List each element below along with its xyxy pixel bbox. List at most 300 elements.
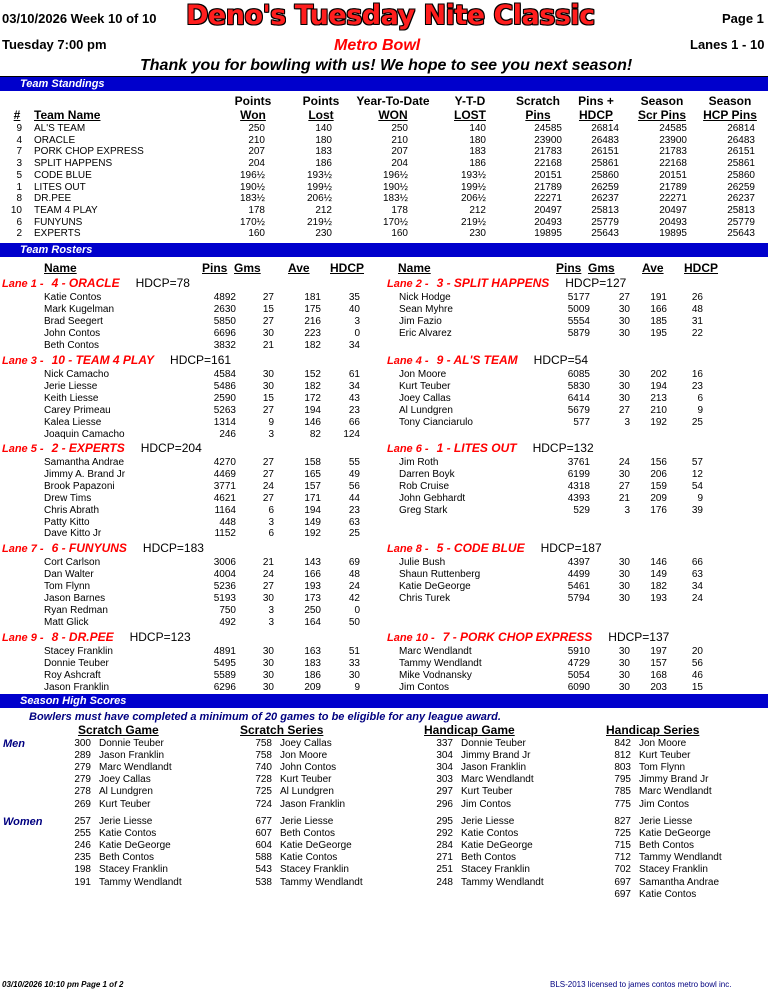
bowler-name: Mike Vodnansky bbox=[399, 669, 472, 681]
score-value: 785 bbox=[614, 786, 631, 798]
bowler-row bbox=[0, 429, 380, 441]
standings-value: 183½ bbox=[239, 193, 265, 205]
bowler-handicap: 66 bbox=[691, 557, 703, 568]
standings-value: 204 bbox=[391, 158, 408, 170]
team-number: 1 bbox=[16, 181, 22, 193]
bowler-average: 182 bbox=[650, 580, 667, 592]
high-score-header: Scratch Game bbox=[78, 723, 159, 737]
bowler-name: Jerie Liesse bbox=[44, 380, 98, 392]
score-value: 303 bbox=[436, 774, 453, 786]
bowler-pins: 5589 bbox=[213, 669, 236, 681]
standings-header: HCP Pins bbox=[703, 108, 757, 122]
bowler-name: Stacey Franklin bbox=[461, 864, 530, 876]
bowler-name: Stacey Franklin bbox=[44, 646, 113, 657]
standings-value: 219½ bbox=[460, 216, 486, 228]
score-value: 758 bbox=[255, 738, 272, 749]
bowler-name: Donnie Teuber bbox=[44, 657, 109, 669]
bowler-handicap: 40 bbox=[348, 303, 360, 315]
standings-value: 24585 bbox=[534, 123, 562, 134]
bowler-pins: 6199 bbox=[567, 468, 590, 480]
bowler-pins: 4318 bbox=[567, 480, 590, 492]
standings-value: 183 bbox=[469, 146, 486, 158]
bowler-row bbox=[385, 381, 765, 393]
bowler-average: 250 bbox=[304, 604, 321, 616]
bowler-handicap: 39 bbox=[691, 504, 703, 516]
bowler-average: 176 bbox=[650, 504, 667, 516]
bowler-games: 6 bbox=[268, 528, 274, 540]
standings-value: 199½ bbox=[306, 181, 332, 193]
high-score-header: Handicap Series bbox=[606, 723, 700, 737]
high-score-entry bbox=[0, 799, 768, 811]
bowler-average: 209 bbox=[650, 492, 667, 504]
team-name: PORK CHOP EXPRESS bbox=[34, 146, 144, 158]
standings-value: 190½ bbox=[239, 181, 265, 193]
bowler-games: 30 bbox=[262, 327, 274, 339]
team-number: 7 bbox=[16, 146, 22, 158]
bowler-handicap: 42 bbox=[348, 592, 360, 604]
bowler-games: 30 bbox=[618, 303, 630, 315]
eligibility-note: Bowlers must have completed a minimum of 20 games to be eligible for any league award. bbox=[29, 711, 501, 723]
bowler-name: Katie DeGeorge bbox=[99, 840, 171, 852]
standings-value: 20151 bbox=[659, 169, 687, 181]
bowler-games: 30 bbox=[618, 568, 630, 580]
bowler-name: Jim Roth bbox=[399, 457, 439, 468]
bowler-name: Beth Contos bbox=[639, 840, 695, 852]
bowler-name: Tammy Wendlandt bbox=[399, 657, 482, 669]
bowler-handicap: 26 bbox=[691, 292, 703, 303]
standings-header: LOST bbox=[454, 108, 486, 122]
bowler-pins: 5193 bbox=[213, 592, 236, 604]
bowler-handicap: 25 bbox=[348, 528, 360, 540]
bowler-games: 27 bbox=[618, 480, 630, 492]
standings-value: 24585 bbox=[659, 123, 687, 134]
standings-value: 26237 bbox=[727, 193, 755, 205]
bowler-pins: 5879 bbox=[567, 327, 590, 339]
team-name: SPLIT HAPPENS bbox=[34, 158, 113, 170]
bowler-handicap: 55 bbox=[348, 457, 360, 468]
bowler-row bbox=[385, 457, 765, 469]
bowler-name: Jon Moore bbox=[399, 369, 447, 380]
bowler-row bbox=[0, 605, 380, 617]
bowler-games: 27 bbox=[262, 580, 274, 592]
standings-value: 26814 bbox=[727, 123, 755, 134]
bowler-games: 30 bbox=[262, 380, 274, 392]
standings-row bbox=[0, 217, 768, 229]
bowler-pins: 4892 bbox=[213, 292, 236, 303]
high-score-entry bbox=[0, 738, 768, 750]
standings-value: 22271 bbox=[659, 193, 687, 205]
bowler-name: Samantha Andrae bbox=[44, 457, 125, 468]
bowler-name: Katie Contos bbox=[639, 888, 697, 900]
bowler-pins: 3832 bbox=[213, 339, 236, 351]
score-value: 758 bbox=[255, 750, 272, 762]
bowler-games: 30 bbox=[618, 380, 630, 392]
bowler-name: Jimmy A. Brand Jr bbox=[44, 468, 126, 480]
team-number: 2 bbox=[16, 228, 22, 240]
standings-value: 193½ bbox=[460, 169, 486, 181]
bowler-row bbox=[0, 457, 380, 469]
score-value: 812 bbox=[614, 750, 631, 762]
standings-header: # bbox=[13, 108, 21, 122]
bowler-handicap: 34 bbox=[691, 580, 703, 592]
bowler-row bbox=[0, 617, 380, 629]
bowler-name: Joey Callas bbox=[99, 774, 151, 786]
bowler-average: 152 bbox=[304, 369, 321, 380]
standings-value: 206½ bbox=[460, 193, 486, 205]
bowler-name: Stacey Franklin bbox=[280, 864, 349, 876]
bowler-games: 24 bbox=[262, 480, 274, 492]
bowler-row bbox=[0, 493, 380, 505]
team-number: 5 bbox=[16, 169, 22, 181]
bowler-name: Beth Contos bbox=[44, 339, 100, 351]
bowler-average: 194 bbox=[304, 504, 321, 516]
standings-value: 186 bbox=[469, 158, 486, 170]
bowler-name: Al Lundgren bbox=[280, 786, 334, 798]
bowler-games: 27 bbox=[262, 457, 274, 468]
team-hdcp: HDCP=161 bbox=[170, 353, 232, 367]
bowler-name: Dan Walter bbox=[44, 568, 94, 580]
bowler-pins: 5850 bbox=[213, 315, 236, 327]
bowler-row bbox=[385, 304, 765, 316]
standings-value: 26483 bbox=[591, 134, 619, 146]
bowler-games: 30 bbox=[618, 580, 630, 592]
bowler-name: Katie Contos bbox=[99, 828, 157, 840]
lane-label: Lane 9 - bbox=[2, 632, 44, 644]
team-hdcp: HDCP=132 bbox=[532, 441, 594, 455]
bowler-name: Jerie Liesse bbox=[99, 816, 153, 827]
standings-value: 26259 bbox=[591, 181, 619, 193]
standings-row bbox=[0, 123, 768, 135]
bowler-pins: 3006 bbox=[213, 557, 236, 568]
team-number: 9 bbox=[16, 123, 22, 134]
standings-value: 178 bbox=[391, 204, 408, 216]
standings-value: 20151 bbox=[534, 169, 562, 181]
lane-label: Lane 1 - bbox=[2, 278, 44, 290]
report-date-week: 03/10/2026 Week 10 of 10 bbox=[2, 11, 157, 26]
bowler-games: 30 bbox=[262, 669, 274, 681]
standings-row bbox=[0, 146, 768, 158]
bowler-pins: 4469 bbox=[213, 468, 236, 480]
bowler-handicap: 49 bbox=[348, 468, 360, 480]
bowler-pins: 5009 bbox=[567, 303, 590, 315]
standings-value: 25779 bbox=[727, 216, 755, 228]
bowler-games: 30 bbox=[262, 592, 274, 604]
score-value: 284 bbox=[436, 840, 453, 852]
lane-label: Lane 5 - bbox=[2, 443, 44, 455]
standings-value: 212 bbox=[315, 204, 332, 216]
bowler-name: Tony Cianciarulo bbox=[399, 416, 473, 428]
score-value: 289 bbox=[74, 750, 91, 762]
standings-value: 190½ bbox=[382, 181, 408, 193]
bowler-name: Kalea Liesse bbox=[44, 416, 102, 428]
bowler-games: 21 bbox=[262, 557, 274, 568]
standings-header: Pins bbox=[525, 108, 551, 122]
bowler-pins: 4499 bbox=[567, 568, 590, 580]
score-value: 715 bbox=[614, 840, 631, 852]
bowler-name: John Contos bbox=[280, 762, 337, 774]
bowler-handicap: 56 bbox=[691, 657, 703, 669]
bowler-row bbox=[0, 393, 380, 405]
standings-value: 21783 bbox=[659, 146, 687, 158]
bowler-average: 203 bbox=[650, 681, 667, 693]
bowler-average: 197 bbox=[650, 646, 667, 657]
score-value: 304 bbox=[436, 762, 453, 774]
standings-value: 140 bbox=[469, 123, 486, 134]
standings-value: 180 bbox=[315, 134, 332, 146]
bowler-average: 210 bbox=[650, 404, 667, 416]
team-title: 2 - EXPERTS bbox=[51, 441, 125, 455]
bowler-name: Jerie Liesse bbox=[461, 816, 515, 827]
bowler-row bbox=[0, 369, 380, 381]
high-score-entry bbox=[0, 864, 768, 876]
standings-value: 210 bbox=[391, 134, 408, 146]
bowler-average: 168 bbox=[650, 669, 667, 681]
bowler-handicap: 69 bbox=[348, 557, 360, 568]
standings-header: Won bbox=[240, 108, 266, 122]
standings-header-top: Points bbox=[302, 94, 340, 108]
bowler-average: 149 bbox=[304, 516, 321, 528]
bowler-handicap: 30 bbox=[348, 669, 360, 681]
bowler-average: 183 bbox=[304, 657, 321, 669]
standings-row bbox=[0, 158, 768, 170]
bowler-games: 30 bbox=[262, 681, 274, 693]
score-value: 292 bbox=[436, 828, 453, 840]
bowler-name: Kurt Teuber bbox=[461, 786, 513, 798]
standings-header-top: Scratch bbox=[515, 94, 561, 108]
standings-value: 22168 bbox=[534, 158, 562, 170]
bowler-pins: 492 bbox=[219, 616, 236, 628]
bowler-row bbox=[0, 658, 380, 670]
bowler-handicap: 61 bbox=[348, 369, 360, 380]
bowler-name: Nick Hodge bbox=[399, 292, 451, 303]
team-title: 7 - PORK CHOP EXPRESS bbox=[442, 630, 593, 644]
score-value: 677 bbox=[255, 816, 272, 827]
bowler-name: Sean Myhre bbox=[399, 303, 453, 315]
bowler-average: 165 bbox=[304, 468, 321, 480]
bowler-average: 194 bbox=[650, 380, 667, 392]
score-value: 728 bbox=[255, 774, 272, 786]
high-score-entry bbox=[0, 889, 768, 901]
bowler-games: 30 bbox=[618, 646, 630, 657]
team-number: 3 bbox=[16, 158, 22, 170]
bowler-name: Al Lundgren bbox=[99, 786, 153, 798]
bowler-games: 30 bbox=[618, 468, 630, 480]
bowler-name: Donnie Teuber bbox=[461, 738, 526, 749]
bowler-row bbox=[385, 292, 765, 304]
score-value: 278 bbox=[74, 786, 91, 798]
bowler-games: 27 bbox=[262, 468, 274, 480]
bowling-center: Metro Bowl bbox=[334, 37, 421, 54]
standings-value: 26259 bbox=[727, 181, 755, 193]
bowler-pins: 5679 bbox=[567, 404, 590, 416]
score-value: 842 bbox=[614, 738, 631, 749]
bowler-row bbox=[385, 369, 765, 381]
season-message: Thank you for bowling with us! We hope to see you next season! bbox=[140, 57, 633, 74]
score-value: 269 bbox=[74, 798, 91, 810]
high-score-entry bbox=[0, 750, 768, 762]
standings-value: 25779 bbox=[591, 216, 619, 228]
team-name: AL'S TEAM bbox=[34, 123, 86, 134]
standings-value: 19895 bbox=[534, 228, 562, 240]
bowler-row bbox=[0, 481, 380, 493]
bowler-name: Tammy Wendlandt bbox=[639, 852, 722, 864]
team-title: 1 - LITES OUT bbox=[436, 441, 517, 455]
standings-value: 219½ bbox=[306, 216, 332, 228]
bowler-pins: 5177 bbox=[567, 292, 590, 303]
bowler-pins: 6085 bbox=[567, 369, 590, 380]
score-value: 543 bbox=[255, 864, 272, 876]
bowler-pins: 5495 bbox=[213, 657, 236, 669]
standings-value: 20493 bbox=[534, 216, 562, 228]
bowler-row bbox=[385, 493, 765, 505]
standings-header: WON bbox=[378, 108, 408, 122]
team-heading bbox=[387, 441, 594, 456]
bowler-name: Jim Fazio bbox=[399, 315, 442, 327]
bowler-name: Stacey Franklin bbox=[99, 864, 168, 876]
bowler-name: Al Lundgren bbox=[399, 404, 453, 416]
bowler-row bbox=[0, 557, 380, 569]
bowler-row bbox=[0, 646, 380, 658]
team-heading bbox=[2, 541, 204, 556]
team-title: 3 - SPLIT HAPPENS bbox=[436, 276, 550, 290]
bowler-name: Tammy Wendlandt bbox=[461, 876, 544, 888]
score-value: 297 bbox=[436, 786, 453, 798]
score-value: 827 bbox=[614, 816, 631, 827]
bowler-name: Beth Contos bbox=[99, 852, 155, 864]
bowler-row bbox=[385, 417, 765, 429]
bowler-row bbox=[385, 505, 765, 517]
group-label: Women bbox=[3, 816, 43, 828]
bowler-average: 146 bbox=[650, 557, 667, 568]
bowler-handicap: 24 bbox=[348, 580, 360, 592]
page-number: Page 1 bbox=[722, 11, 764, 26]
standings-value: 207 bbox=[391, 146, 408, 158]
standings-value: 25860 bbox=[727, 169, 755, 181]
standings-value: 207 bbox=[248, 146, 265, 158]
lane-label: Lane 4 - bbox=[387, 355, 429, 367]
bowler-games: 27 bbox=[618, 404, 630, 416]
bowler-row bbox=[0, 517, 380, 529]
bowler-average: 166 bbox=[650, 303, 667, 315]
standings-value: 212 bbox=[469, 204, 486, 216]
bowler-pins: 3761 bbox=[567, 457, 590, 468]
bowler-row bbox=[0, 340, 380, 352]
bowler-games: 30 bbox=[618, 392, 630, 404]
standings-value: 170½ bbox=[239, 216, 265, 228]
roster-header: Ave bbox=[642, 261, 664, 275]
bowler-average: 194 bbox=[304, 404, 321, 416]
score-value: 607 bbox=[255, 828, 272, 840]
standings-value: 25860 bbox=[591, 169, 619, 181]
bowler-pins: 6090 bbox=[567, 681, 590, 693]
team-heading bbox=[387, 353, 588, 368]
bowler-pins: 2590 bbox=[213, 392, 236, 404]
bowler-average: 171 bbox=[304, 492, 321, 504]
bowler-name: Drew Tims bbox=[44, 492, 92, 504]
score-value: 295 bbox=[436, 816, 453, 827]
bowler-name: Chris Turek bbox=[399, 592, 451, 604]
bowler-games: 24 bbox=[618, 457, 630, 468]
lane-label: Lane 10 - bbox=[387, 632, 435, 644]
score-value: 740 bbox=[255, 762, 272, 774]
bowler-average: 164 bbox=[304, 616, 321, 628]
team-heading bbox=[387, 541, 602, 556]
bowler-name: Jon Moore bbox=[639, 738, 687, 749]
bowler-row bbox=[0, 381, 380, 393]
standings-value: 20497 bbox=[534, 204, 562, 216]
bowler-row bbox=[0, 316, 380, 328]
standings-value: 230 bbox=[315, 228, 332, 240]
score-value: 538 bbox=[255, 876, 272, 888]
standings-value: 26237 bbox=[591, 193, 619, 205]
bowler-name: Patty Kitto bbox=[44, 516, 90, 528]
bowler-row bbox=[385, 393, 765, 405]
bowler-average: 158 bbox=[304, 457, 321, 468]
bowler-row bbox=[0, 505, 380, 517]
bowler-name: Marc Wendlandt bbox=[399, 646, 472, 657]
bowler-row bbox=[0, 593, 380, 605]
bowler-games: 21 bbox=[262, 339, 274, 351]
bowler-pins: 5554 bbox=[567, 315, 590, 327]
roster-header: Gms bbox=[234, 261, 261, 275]
bowler-row bbox=[385, 581, 765, 593]
standings-value: 23900 bbox=[534, 134, 562, 146]
bowler-name: Carey Primeau bbox=[44, 404, 111, 416]
bowler-name: Dave Kitto Jr bbox=[44, 528, 102, 540]
score-value: 725 bbox=[255, 786, 272, 798]
score-value: 248 bbox=[436, 876, 453, 888]
league-title: Deno's Tuesday Nite Classic bbox=[186, 0, 595, 31]
bowler-games: 27 bbox=[262, 315, 274, 327]
high-score-entry bbox=[0, 774, 768, 786]
bowler-handicap: 33 bbox=[348, 657, 360, 669]
bowler-handicap: 0 bbox=[354, 604, 360, 616]
score-value: 775 bbox=[614, 798, 631, 810]
score-value: 702 bbox=[614, 864, 631, 876]
bowler-games: 30 bbox=[262, 657, 274, 669]
team-hdcp: HDCP=183 bbox=[142, 541, 204, 555]
bowler-handicap: 124 bbox=[343, 428, 360, 440]
bowler-handicap: 57 bbox=[691, 457, 703, 468]
standings-header-top: Y-T-D bbox=[454, 94, 486, 108]
bowler-name: Marc Wendlandt bbox=[461, 774, 534, 786]
bowler-name: Katie DeGeorge bbox=[399, 580, 471, 592]
score-value: 604 bbox=[255, 840, 272, 852]
bowler-handicap: 54 bbox=[691, 480, 703, 492]
score-value: 235 bbox=[74, 852, 91, 864]
team-heading bbox=[387, 630, 669, 645]
high-scores-section-bar: Season High Scores bbox=[0, 694, 768, 708]
team-heading bbox=[2, 276, 190, 291]
bowler-games: 27 bbox=[262, 492, 274, 504]
bowler-handicap: 16 bbox=[691, 369, 703, 380]
standings-value: 250 bbox=[391, 123, 408, 134]
standings-header-top: Year-To-Date bbox=[356, 94, 430, 108]
standings-header: HDCP bbox=[578, 108, 613, 122]
bowler-name: Jim Contos bbox=[461, 798, 512, 810]
standings-value: 140 bbox=[315, 123, 332, 134]
bowler-handicap: 23 bbox=[691, 380, 703, 392]
score-value: 271 bbox=[436, 852, 453, 864]
bowler-name: Jon Moore bbox=[280, 750, 328, 762]
standings-value: 196½ bbox=[239, 169, 265, 181]
bowler-pins: 577 bbox=[573, 416, 590, 428]
bowler-name: Eric Alvarez bbox=[399, 327, 452, 339]
bowler-name: Jason Barnes bbox=[44, 592, 106, 604]
score-value: 255 bbox=[74, 828, 91, 840]
team-number: 6 bbox=[16, 216, 22, 228]
bowler-name: Jerie Liesse bbox=[280, 816, 334, 827]
